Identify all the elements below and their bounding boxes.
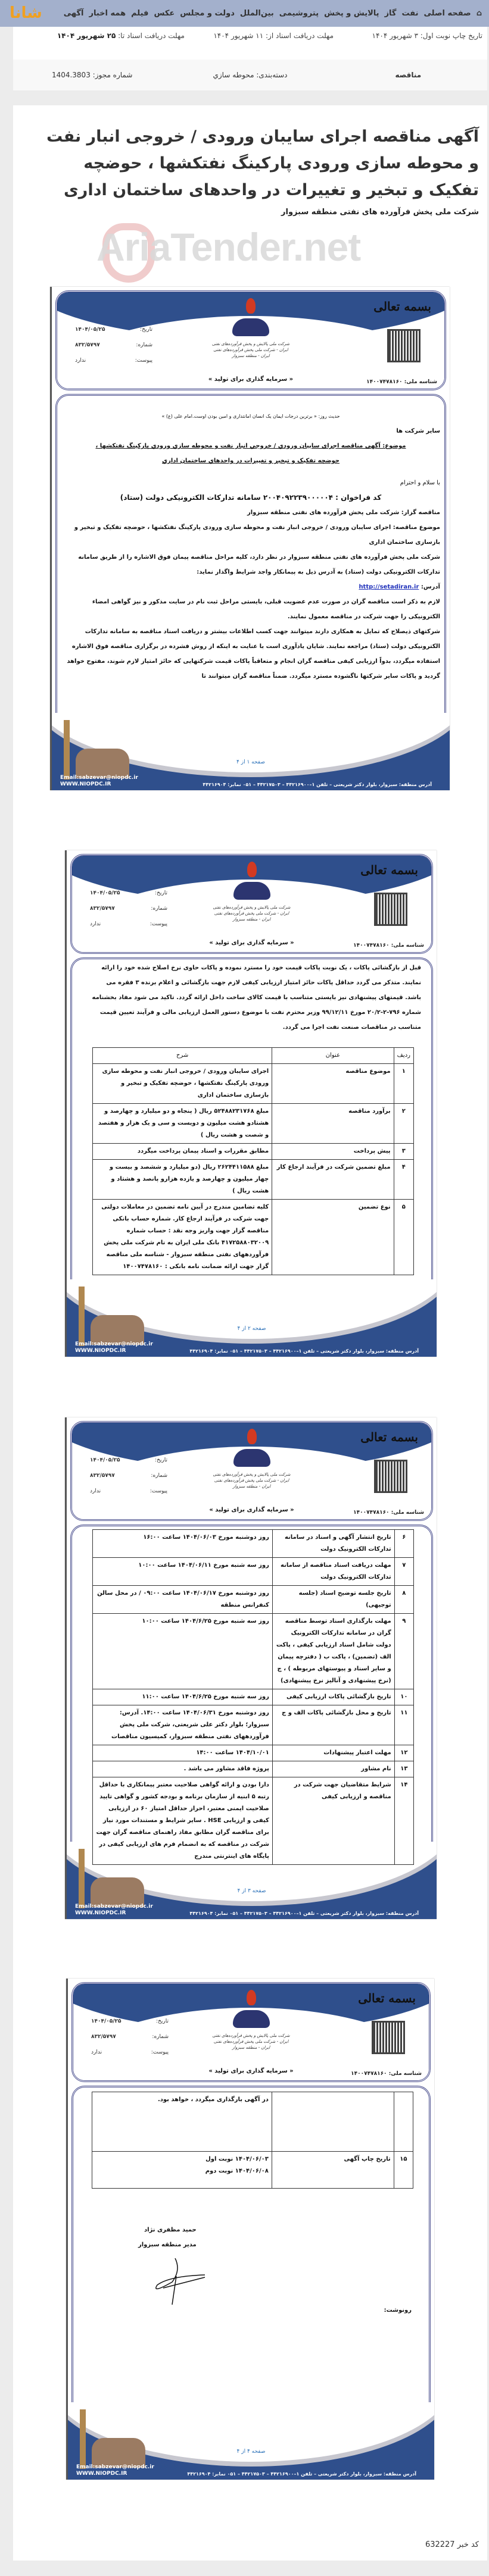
- description-cell: روز سه شنبه مورخ ۱۴۰۴/۶/۲۵ ساعت ۱۰:۰۰: [93, 1614, 273, 1689]
- website: WWW.NIOPDC.IR: [76, 2471, 127, 2477]
- letter-number: ۸۳۲/۵۷۹۷: [90, 1473, 115, 1479]
- tender-table-part3: [92, 2092, 413, 2189]
- slogan: « سرمایه گذاری برای تولید »: [208, 2068, 294, 2074]
- title-cell: پیش پرداخت: [272, 1144, 394, 1160]
- title-cell: تاریخ انتشار آگهی و اسناد در سامانه تدارکات الکترونیک دولت: [272, 1530, 394, 1558]
- docs-from-date: مهلت دریافت اسناد از: ۱۱ شهریور ۱۴۰۴: [213, 32, 334, 40]
- nav-film[interactable]: فیلم: [131, 9, 149, 18]
- row-number-cell: ۷: [394, 1558, 413, 1586]
- minaret-icon: [80, 2409, 86, 2469]
- table-row: [93, 1104, 414, 1144]
- date-label: تاریخ:: [155, 1457, 167, 1463]
- hadith: حدیث روز: « برترین درجات ایمان یک انسان امانتداری و امین بودن اوست.امام علی (ع) »: [161, 414, 340, 419]
- letter-date: ۱۴۰۴/۰۵/۲۵: [90, 890, 120, 896]
- letterhead-footer: [68, 2402, 434, 2480]
- slogan: « سرمایه گذاری برای تولید »: [209, 1507, 294, 1513]
- home-icon[interactable]: ⌂: [476, 9, 482, 18]
- site-logo[interactable]: شانا: [10, 4, 42, 22]
- greeting: با سلام و احترام: [400, 480, 440, 486]
- table-row: [93, 1160, 414, 1200]
- docs-to-label: مهلت دریافت اسناد تا:: [118, 32, 185, 40]
- letter-date: ۱۴۰۴/۰۵/۲۵: [91, 2018, 122, 2024]
- page-number: صفحه ۳ از ۴: [237, 1888, 266, 1894]
- category-row: [13, 60, 487, 90]
- description-cell: اجرای سایبان ورودی / خروجی انبار نفت و محوطه سازی ورودی پارکینگ نفتکشها ، حوضچه تفکیک و تبخیر و بازسازی ساختمان اداری: [93, 1064, 272, 1104]
- description-cell: مبلغ ۲۶۲۴۴۱۱۵۸۸ ریال (دو میلیارد و ششصد و بیست و چهار میلیون و چهارصد و یازده هزارو پانصد و هشتاد و هشت ریال ): [93, 1160, 272, 1200]
- letter-fields: [90, 890, 167, 937]
- nav-oil[interactable]: نفت: [401, 9, 419, 18]
- table-row: [93, 1144, 414, 1160]
- date-label: تاریخ:: [140, 327, 152, 333]
- row-number-cell: ۱: [394, 1064, 413, 1104]
- footer-address: آدرس منطقه: سبزوار، بلوار دکتر شریعتی – تلفن ۱–۴۴۲۱۶۹۰۰ – ۴۴۲۱۷۵۰۳ – ۰۵۱ نمابر: ۴۴۲۱۶۹۰۴: [187, 2471, 416, 2477]
- title-cell: تاریخ و محل بازگشائی پاکات الف و ج: [272, 1705, 394, 1745]
- call-code: کد فراخوان : ۲۰۰۴۰۹۲۲۳۹۰۰۰۰۰۴ سامانه تدارکات الکترونیکی دولت (ستاد): [120, 493, 382, 502]
- attach-label: پیوست:: [149, 921, 167, 927]
- paragraph-4: قبل از بازگشائی پاکات ، یک نوبت پاکات قیمت خود را مسترد نموده و پاکات حاوی نرخ اصلاح شده خود را ارائه نمایند. متذکر می گردد حداقل پاکات حائز امتیاز ارزیابی کیفی لازم جهت بازگشائی و اعلام برنده ۳ فقره می باشد. قیمتهای پیشنهادی نیز بایستی متناسب با قیمت کالای ساخت داخل ارائه گردد. تاکید می شود مفاد بخشنامه شماره ۷۹۶-۲-۲۰/۲ مورخ ۹۹/۱۲/۱۱ وزیر محترم نفت با موضوع دستور العمل ارزیابی مالی و فرآیند تعیین قیمت متناسب در مناقصات صنعت نفت اجرا می گردد.: [92, 965, 421, 1031]
- docs-to-date: [36, 32, 185, 40]
- letter-page-1: [50, 287, 450, 790]
- signature-icon: [139, 2258, 211, 2306]
- top-nav: [0, 0, 489, 27]
- email: Email:sabzevar@niopdc.ir: [76, 2464, 154, 2470]
- row-number-cell: ۱۳: [394, 1761, 413, 1777]
- minaret-icon: [79, 1287, 85, 1346]
- tender-table-part1: [92, 1047, 414, 1275]
- page-number: صفحه ۲ از ۴: [237, 1326, 266, 1332]
- tender-dates: [12, 32, 482, 40]
- tender-meta-card: [13, 27, 487, 90]
- website: WWW.NIOPDC.IR: [75, 1348, 126, 1354]
- org-name: شرکت ملی پالایش و پخش فرآورده‌های نفتی ایران - شرکت ملی پخش فرآورده‌های نفتی ایران - منطقه سبزوار: [213, 905, 291, 922]
- email: Email:sabzevar@niopdc.ir: [75, 1341, 153, 1347]
- watermark: AriaTender.net: [96, 225, 361, 269]
- letter-number: ۸۳۲/۵۷۹۷: [90, 906, 115, 912]
- letter-fields: [91, 2018, 169, 2065]
- title-cell: مهلت بارگذاری اسناد توسط مناقصه گران در سامانه تدارکات الکترونیک دولت شامل اسناد ارزیابی کیفی ، پاکت الف (تضمین) ، پاکت ب ( دفترچه پیمان و سایر اسناد و پیوستهای مربوطه ) ، ج (نرخ پیشنهادی و آنالیز نرخ پیشنهادی): [272, 1614, 394, 1689]
- monument-icon: [91, 1315, 144, 1345]
- qr-code-icon: [374, 893, 407, 926]
- page-number: صفحه ۱ از ۴: [236, 759, 265, 765]
- footer-email: [75, 1904, 164, 1917]
- footer-address: آدرس منطقه: سبزوار، بلوار دکتر شریعتی – تلفن ۱–۴۴۲۱۶۹۰۰ – ۴۴۲۱۷۵۰۳ – ۰۵۱ نمابر: ۴۴۲۱۶۹۰۴: [203, 782, 432, 787]
- footer-address: آدرس منطقه: سبزوار، بلوار دکتر شریعتی – تلفن ۱–۴۴۲۱۶۹۰۰ – ۴۴۲۱۷۵۰۳ – ۰۵۱ نمابر: ۴۴۲۱۶۹۰۴: [189, 1911, 419, 1916]
- row-number-cell: ۶: [394, 1530, 413, 1558]
- nav-all-news[interactable]: همه اخبار: [89, 9, 126, 18]
- description-cell: در آگهی بارگذاری میگردد ، خواهد بود.: [92, 2092, 272, 2152]
- letterhead-header: [55, 290, 446, 390]
- letter-attachment: ندارد: [90, 1488, 101, 1494]
- website: WWW.NIOPDC.IR: [60, 781, 111, 787]
- basmala: بسمه تعالی: [358, 1991, 416, 2005]
- letter-subject: موضوع: آگهی مناقصه اجرای سایبان ورودي / خروجي انبار نفت و محوطه سازي ورودي پارکينگ نفتکشها ، حوضچه تفکيک و تبخير و تغييرات در واحدهاي ساختمان اداري: [95, 443, 406, 464]
- row-number-cell: ۴: [394, 1160, 413, 1200]
- letterhead-header: [70, 854, 433, 954]
- table-row: [93, 1586, 414, 1614]
- table-row: [93, 1689, 414, 1705]
- table-row: [93, 1761, 414, 1777]
- basmala: بسمه تعالی: [360, 1430, 418, 1444]
- address-label: آدرس:: [421, 584, 440, 590]
- nav-gas[interactable]: گاز: [384, 9, 397, 18]
- letterhead-footer: [67, 1279, 437, 1357]
- national-id: شناسه ملی: ۱۴۰۰۷۴۷۸۱۶۰: [353, 1510, 424, 1516]
- title-cell: مهلت دریافت اسناد مناقصه از سامانه تدارکات الکترونیک دولت: [272, 1558, 394, 1586]
- monument-icon: [91, 1877, 144, 1907]
- letterhead-footer: [52, 713, 450, 790]
- letter-attachment: ندارد: [90, 921, 101, 927]
- number-label: شماره:: [151, 1473, 167, 1479]
- row-number-cell: ۵: [394, 1200, 413, 1275]
- footer-address: آدرس منطقه: سبزوار، بلوار دکتر شریعتی – تلفن ۱–۴۴۲۱۶۹۰۰ – ۴۴۲۱۷۵۰۳ – ۰۵۱ نمابر: ۴۴۲۱۶۹۰۴: [189, 1348, 419, 1354]
- company-name: شرکت ملی پخش فرآورده های نفتی منطقه سبزوار: [281, 208, 479, 217]
- description-cell: روز دوشنبه مورخ ۱۴۰۴/۰۶/۰۳ ساعت ۱۶:۰۰: [93, 1530, 273, 1558]
- description-cell: روز سه شنبه مورخ ۱۴۰۴/۶/۲۵ ساعت ۱۱:۰۰: [93, 1689, 273, 1705]
- row-number-cell: ۱۵: [394, 2152, 413, 2189]
- paragraph-3: شرکتهای ذیصلاح که تمایل به همکاری دارند میتوانند جهت کسب اطلاعات بیشتر و دریافت اسناد مناقصه به سامانه تدارکات الکترونیکی دولت (ستاد) مراجعه نمایند. شایان یادآوری است با عنایت به اینکه از روش فشرده در برگزاری مناقصه فوق الاشاره استفاده میگردد، بدواً ارزیابی کیفی مناقصه گران انجام و متعاقباً پاکات قیمت شرکتهایی که حائز امتیاز لازم شوند، مفتوح خواهد گردید و پاکات سایر شرکتها ناگشوده مسترد میگردد. ضمناً مناقصه گران میتوانند تا: [67, 628, 440, 680]
- row-number-cell: ۱۴: [394, 1777, 413, 1865]
- print-date: تاریخ چاپ نوبت اول: ۳ شهریور ۱۴۰۴: [372, 32, 482, 40]
- tender-type[interactable]: مناقصه: [395, 71, 422, 79]
- footer-email: [75, 1341, 164, 1354]
- attach-label: پیوست:: [149, 1488, 167, 1494]
- national-id: شناسه ملی: ۱۴۰۰۷۴۷۸۱۶۰: [366, 379, 437, 385]
- title-cell: برآورد مناقصه: [272, 1104, 394, 1144]
- tender-category[interactable]: دسته‌بندی: محوطه سازي: [213, 71, 288, 79]
- letter-attachment: ندارد: [75, 358, 86, 364]
- slogan: « سرمایه گذاری برای تولید »: [209, 940, 294, 946]
- row-number-cell: ۸: [394, 1586, 413, 1614]
- page2-body: [91, 960, 421, 1035]
- nav-international[interactable]: بین‌الملل: [239, 9, 274, 18]
- title-cell: تاریخ بازگشائی پاکات ارزیابی کیفی: [272, 1689, 394, 1705]
- row-number-cell: ۳: [394, 1144, 413, 1160]
- org-name: شرکت ملی پالایش و پخش فرآورده‌های نفتی ایران - شرکت ملی پخش فرآورده‌های نفتی ایران - منطقه سبزوار: [213, 1472, 291, 1489]
- article-title: آگهی مناقصه اجرای سایبان ورودی / خروجی انبار نفت و محوطه سازی ورودی پارکینگ نفتکشها ، حوضچه تفکیک و تبخیر و تغییرات در واحدهای ساختمان اداری: [46, 127, 479, 199]
- letter-fields: [75, 327, 152, 373]
- signature-block: [138, 2223, 197, 2252]
- table-row: [93, 1614, 414, 1689]
- nav-refining[interactable]: پالایش و پخش: [324, 9, 379, 18]
- attach-label: پیوست:: [151, 2049, 169, 2055]
- tenderer: مناقصه گزار: شرکت ملی پخش فرآورده های نفتی منطقه سبزوار: [247, 509, 440, 516]
- description-cell: دارا بودن و ارائه گواهی صلاحیت معتبر پیمانکاری با حداقل رتبه ۵ ابنیه از سازمان برنامه و بودجه کشور و گواهی تایید صلاحیت ایمنی معتبر، احراز حداقل امتیاز ۶۰ در ارزیابی کیفی و ارزیابی HSE . سایر شرایط و مستندات مورد نیاز برای مناقصه گران مطابق مفاد راهنمای مناقصه گران جهت شرکت در مناقصه که به انضمام فرم های ارزیابی کیفی در پایگاه های اینترنتی مندرج: [93, 1777, 273, 1865]
- description-cell: روز دوشنبه مورخ ۱۴۰۴/۰۶/۳۱ ساعت ۱۴:۰۰. آدرس: سبزوار؛ بلوار دکتر علی شریعتی، شرکت ملی پخش فرآوردههای نفتی منطقه سبزوار، کمیسیون مناقصات: [93, 1705, 273, 1745]
- row-number-cell: ۲: [394, 1104, 413, 1144]
- row-number-cell: ۱۲: [394, 1745, 413, 1761]
- title-cell: شرایط متقاضیان جهت شرکت در مناقصه و ارزیابی کیفی: [272, 1777, 394, 1865]
- national-id: شناسه ملی: ۱۴۰۰۷۴۷۸۱۶۰: [353, 943, 424, 949]
- number-label: شماره:: [152, 2034, 169, 2040]
- national-id: شناسه ملی: ۱۴۰۰۷۴۷۸۱۶۰: [351, 2071, 422, 2077]
- nav-petrochemical[interactable]: پتروشیمی: [279, 9, 319, 18]
- tender-table-part2: [92, 1529, 414, 1865]
- minaret-icon: [64, 720, 70, 780]
- nav-home[interactable]: صفحه اصلی: [423, 9, 471, 18]
- email: Email:sabzevar@niopdc.ir: [60, 775, 138, 781]
- license-number: شماره مجوز: 1404.3803: [51, 71, 133, 79]
- row-number-cell: ۱۱: [394, 1705, 413, 1745]
- table-row: [93, 1745, 414, 1761]
- table-row: [93, 1558, 414, 1586]
- tender-subject: موضوع مناقصه: اجرای سایبان ورودی / خروجی انبار نفت و محوطه سازی ورودی پارکینگ نفتکشها ، حوضچه تفکیک و تبخیر و بازسازی ساختمان اداری: [74, 524, 440, 546]
- letter-number: ۸۳۲/۵۷۹۷: [91, 2034, 116, 2040]
- letter-fields: [90, 1457, 167, 1504]
- page1-body: [61, 409, 440, 684]
- signer-title: مدیر منطقه سبزوار: [138, 2242, 197, 2248]
- title-cell: نام مشاور: [272, 1761, 394, 1777]
- letterhead-header: [70, 1421, 433, 1521]
- table-row: [93, 1705, 414, 1745]
- footer-email: [76, 2464, 166, 2477]
- niopdc-emblem-icon: [231, 1429, 273, 1470]
- description-cell: ۱۴۰۴/۰۶/۰۳ نوبت اول ۱۴۰۴/۰۶/۰۸ نوبت دوم: [92, 2152, 272, 2189]
- slogan: « سرمایه گذاری برای تولید »: [208, 376, 294, 383]
- page-number: صفحه ۴ از ۴: [236, 2449, 266, 2455]
- nav-government[interactable]: دولت و مجلس: [180, 9, 235, 18]
- date-label: تاریخ:: [156, 2018, 169, 2024]
- cc-label: رونوشت:: [384, 2307, 412, 2314]
- letter-page-2: [65, 850, 437, 1357]
- org-name: شرکت ملی پالایش و پخش فرآورده‌های نفتی ایران - شرکت ملی پخش فرآورده‌های نفتی ایران - منطقه سبزوار: [212, 2033, 290, 2050]
- title-cell: مبلغ تضمین شرکت در فرآیند ارجاع کار: [272, 1160, 394, 1200]
- niopdc-emblem-icon: [231, 1990, 272, 2032]
- table-row: [92, 2092, 413, 2152]
- letter-date: ۱۴۰۴/۰۵/۲۵: [90, 1457, 120, 1463]
- column-header: ردیف: [394, 1048, 413, 1064]
- description-cell: روز دوشنبه مورخ ۱۴۰۴/۰۶/۱۷ ساعت ۰۹:۰۰ / در محل سالن کنفرانس منطقه: [93, 1586, 273, 1614]
- table-header-row: [93, 1048, 414, 1064]
- letter-page-4: [66, 1979, 434, 2480]
- letter-date: ۱۴۰۴/۰۵/۲۵: [75, 327, 105, 333]
- title-cell: [272, 2092, 394, 2152]
- address-line: [61, 580, 440, 594]
- website: WWW.NIOPDC.IR: [75, 1910, 126, 1916]
- letterhead-header: [71, 1982, 431, 2082]
- row-number-cell: [394, 2092, 413, 2152]
- title-cell: تاریخ جلسه توضیح اسناد (جلسه توجیهی): [272, 1586, 394, 1614]
- number-label: شماره:: [151, 906, 167, 912]
- description-cell: مبلغ ۵۲۴۸۸۲۳۱۷۶۸ ریال ( پنجاه و دو میلیارد و چهارصد و هشتادو هشت میلیون و دویست و سی و یک هزار و هفتصد و شصت و هشت ریال ): [93, 1104, 272, 1144]
- row-number-cell: ۹: [394, 1614, 413, 1689]
- letter-page-3: [65, 1417, 437, 1919]
- basmala: بسمه تعالی: [373, 299, 431, 314]
- minaret-icon: [79, 1849, 85, 1908]
- description-cell: مطابق مقررات و اسناد پیمان پرداخت میگردد: [93, 1144, 272, 1160]
- monument-icon: [76, 749, 129, 778]
- paragraph-2: لازم به ذکر است مناقصه گران در صورت عدم عضویت قبلی، بایستی مراحل ثبت نام در سایت مذکور و نیز گواهی امضاء الکترونیکی را جهت شرکت در مناقصه معمول نمایند.: [92, 599, 440, 620]
- table-row: [93, 1530, 414, 1558]
- description-cell: روز سه شنبه مورخ ۱۴۰۴/۰۶/۱۱ ساعت ۱۰:۰۰: [93, 1558, 273, 1586]
- footer-email: [60, 775, 149, 788]
- table-row: [93, 1200, 414, 1275]
- qr-code-icon: [374, 1460, 407, 1493]
- qr-code-icon: [372, 2021, 405, 2054]
- description-cell: ۱۴۰۴/۱۰/۰۱ ساعت ۱۴:۰۰: [93, 1745, 273, 1761]
- setadiran-link[interactable]: http://setadiran.ir: [359, 584, 419, 590]
- description-cell: کلیه تضامین مندرج در آیین نامه تضمین در معاملات دولتی جهت شرکت در فرآیند ارجاع کار. شماره حساب بانکی مناقصه گزار جهت واریز وجه نقد : حساب شماره ۴۱۷۲۵۸۸۰۳۲۰۰۹ بانک ملی ایران به نام شرکت ملی پخش فرآوردههای نفتی منطقه سبزوار - شناسه ملی مناقصه گزار جهت ارائه ضمانت نامه بانکی : ۱۴۰۰۷۴۷۸۱۶۰: [93, 1200, 272, 1275]
- table-row: [93, 1064, 414, 1104]
- email: Email:sabzevar@niopdc.ir: [75, 1904, 153, 1910]
- basmala: بسمه تعالی: [360, 863, 418, 877]
- org-name: شرکت ملی پالایش و پخش فرآورده‌های نفتی ایران - شرکت ملی پخش فرآورده‌های نفتی ایران - منطقه سبزوار: [211, 342, 290, 358]
- news-code: کد خبر 632227: [425, 2540, 479, 2549]
- niopdc-emblem-icon: [231, 862, 273, 903]
- date-label: تاریخ:: [155, 890, 167, 896]
- niopdc-emblem-icon: [230, 298, 272, 340]
- nav-ads[interactable]: آگهی: [63, 9, 84, 18]
- table-row: [92, 2152, 413, 2189]
- docs-to-value: ۲۵ شهریور ۱۴۰۴: [57, 32, 116, 40]
- letter-number: ۸۳۲/۵۷۹۷: [75, 342, 100, 348]
- nav-photo[interactable]: عکس: [154, 9, 175, 18]
- letter-attachment: ندارد: [91, 2049, 102, 2055]
- title-cell: مهلت اعتبار پیشنهادات: [272, 1745, 394, 1761]
- recipient: سایر شرکت ها: [396, 428, 440, 434]
- title-cell: نوع تضمین: [272, 1200, 394, 1275]
- description-cell: پروژه فاقد مشاور می باشد .: [93, 1761, 273, 1777]
- table-row: [93, 1777, 414, 1865]
- attach-label: پیوست:: [135, 358, 152, 364]
- column-header: عنوان: [272, 1048, 394, 1064]
- title-cell: تاریخ چاپ آگهی: [272, 2152, 394, 2189]
- monument-icon: [92, 2438, 145, 2468]
- signer-name: حمید مظفری نژاد: [144, 2227, 197, 2233]
- number-label: شماره:: [136, 342, 152, 348]
- column-header: شرح: [93, 1048, 272, 1064]
- paragraph-1: شرکت ملی پخش فرآورده های نفتی منطقه سبزوار در نظر دارد، کلیه مراحل مناقصه پیمان فوق الاشاره را از طریق سامانه تدارکات الکترونیکی دولت (ستاد) به آدرس ذیل به پیمانکار واجد شرایط واگذار نماید:: [78, 554, 440, 575]
- qr-code-icon: [387, 329, 421, 362]
- row-number-cell: ۱۰: [394, 1689, 413, 1705]
- title-cell: موضوع مناقصه: [272, 1064, 394, 1104]
